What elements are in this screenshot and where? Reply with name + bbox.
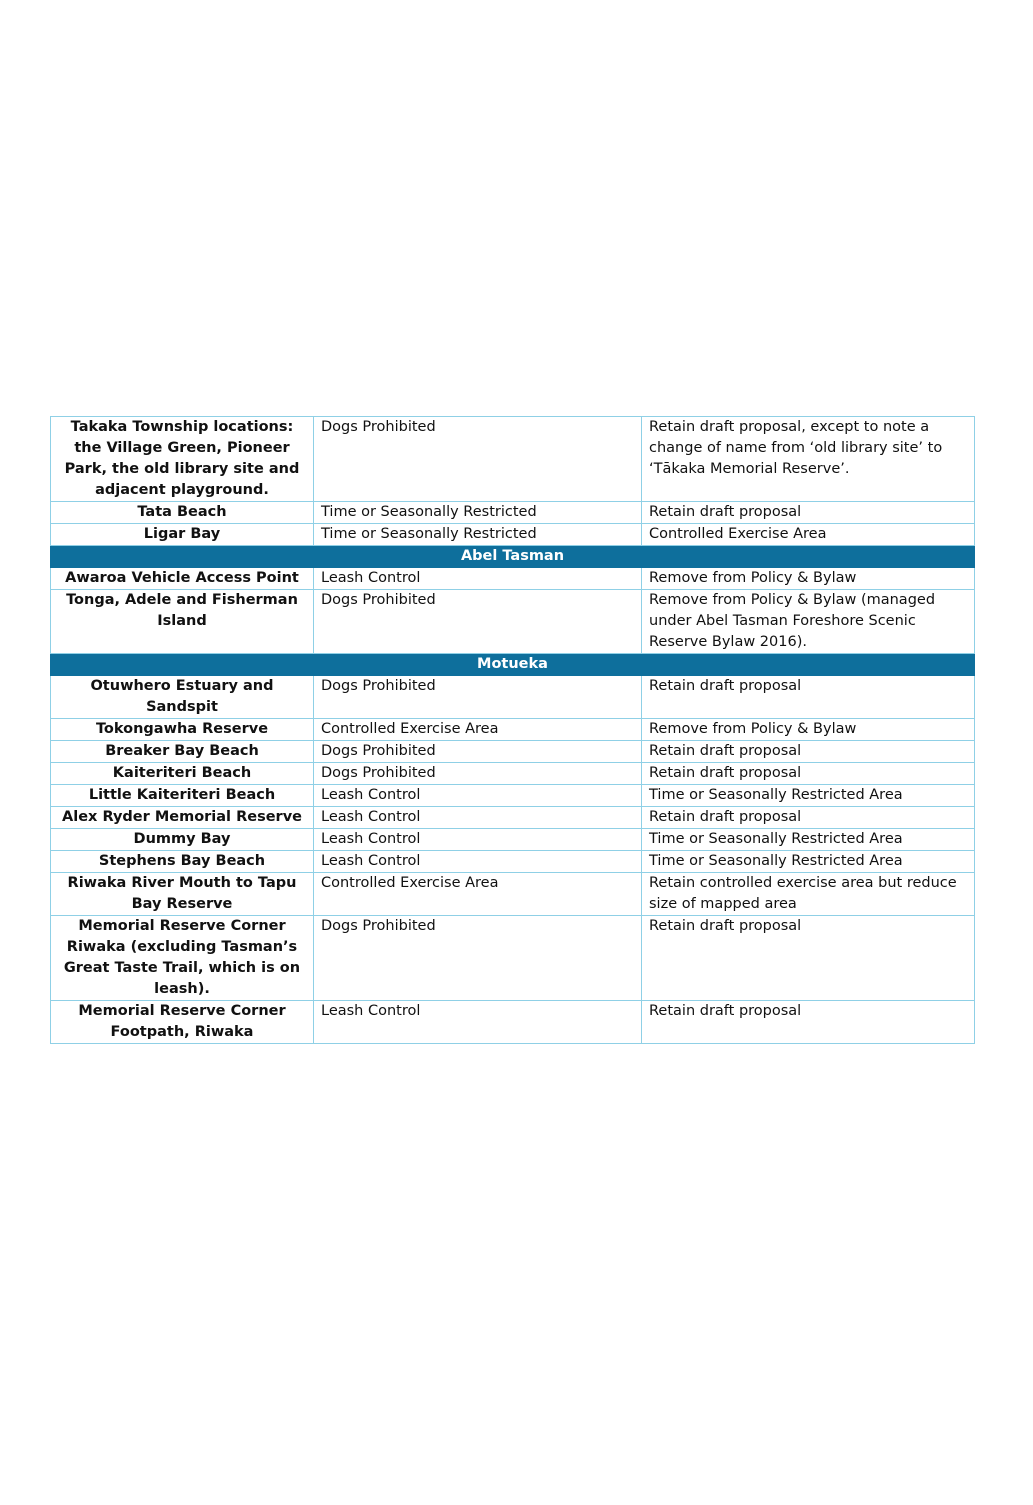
location-cell: Memorial Reserve Corner Footpath, Riwaka xyxy=(51,1001,314,1044)
decision-cell: Retain draft proposal xyxy=(642,807,975,829)
decision-cell: Remove from Policy & Bylaw (managed under Abel Tasman Foreshore Scenic Reserve Bylaw 2016). xyxy=(642,590,975,654)
draft-cell: Leash Control xyxy=(314,1001,642,1044)
dog-control-table-container xyxy=(50,416,974,1044)
dog-control-table xyxy=(50,416,975,1044)
table-row xyxy=(51,524,975,546)
table-row xyxy=(51,568,975,590)
table-row xyxy=(51,502,975,524)
decision-cell: Time or Seasonally Restricted Area xyxy=(642,851,975,873)
location-cell: Memorial Reserve Corner Riwaka (excluding Tasman’s Great Taste Trail, which is on leash). xyxy=(51,916,314,1001)
draft-cell: Dogs Prohibited xyxy=(314,590,642,654)
table-row xyxy=(51,590,975,654)
location-cell: Tonga, Adele and Fisherman Island xyxy=(51,590,314,654)
table-row xyxy=(51,851,975,873)
table-row xyxy=(51,785,975,807)
table-row xyxy=(51,1001,975,1044)
location-cell: Otuwhero Estuary and Sandspit xyxy=(51,676,314,719)
draft-cell: Time or Seasonally Restricted xyxy=(314,502,642,524)
draft-cell: Leash Control xyxy=(314,829,642,851)
table-row xyxy=(51,807,975,829)
section-header-row xyxy=(51,546,975,568)
decision-cell: Retain draft proposal xyxy=(642,502,975,524)
section-header-row xyxy=(51,654,975,676)
draft-cell: Dogs Prohibited xyxy=(314,676,642,719)
decision-cell: Retain draft proposal xyxy=(642,1001,975,1044)
decision-cell: Time or Seasonally Restricted Area xyxy=(642,785,975,807)
decision-cell: Remove from Policy & Bylaw xyxy=(642,568,975,590)
draft-cell: Leash Control xyxy=(314,851,642,873)
location-cell: Ligar Bay xyxy=(51,524,314,546)
table-row xyxy=(51,417,975,502)
draft-cell: Leash Control xyxy=(314,785,642,807)
decision-cell: Retain draft proposal, except to note a change of name from ‘old library site’ to ‘Tākaka Memorial Reserve’. xyxy=(642,417,975,502)
table-row xyxy=(51,873,975,916)
location-cell: Tata Beach xyxy=(51,502,314,524)
draft-cell: Dogs Prohibited xyxy=(314,417,642,502)
table-row xyxy=(51,829,975,851)
draft-cell: Time or Seasonally Restricted xyxy=(314,524,642,546)
table-row xyxy=(51,763,975,785)
decision-cell: Remove from Policy & Bylaw xyxy=(642,719,975,741)
draft-cell: Controlled Exercise Area xyxy=(314,719,642,741)
table-row xyxy=(51,676,975,719)
decision-cell: Retain draft proposal xyxy=(642,763,975,785)
draft-cell: Leash Control xyxy=(314,807,642,829)
table-body xyxy=(51,417,975,1044)
draft-cell: Dogs Prohibited xyxy=(314,916,642,1001)
location-cell: Little Kaiteriteri Beach xyxy=(51,785,314,807)
draft-cell: Dogs Prohibited xyxy=(314,763,642,785)
decision-cell: Retain draft proposal xyxy=(642,676,975,719)
section-heading: Motueka xyxy=(51,654,975,676)
location-cell: Awaroa Vehicle Access Point xyxy=(51,568,314,590)
location-cell: Stephens Bay Beach xyxy=(51,851,314,873)
location-cell: Tokongawha Reserve xyxy=(51,719,314,741)
location-cell: Dummy Bay xyxy=(51,829,314,851)
location-cell: Takaka Township locations: the Village Green, Pioneer Park, the old library site and adjacent playground. xyxy=(51,417,314,502)
table-row xyxy=(51,741,975,763)
draft-cell: Dogs Prohibited xyxy=(314,741,642,763)
location-cell: Alex Ryder Memorial Reserve xyxy=(51,807,314,829)
draft-cell: Controlled Exercise Area xyxy=(314,873,642,916)
table-row xyxy=(51,916,975,1001)
location-cell: Kaiteriteri Beach xyxy=(51,763,314,785)
decision-cell: Retain draft proposal xyxy=(642,741,975,763)
decision-cell: Time or Seasonally Restricted Area xyxy=(642,829,975,851)
decision-cell: Controlled Exercise Area xyxy=(642,524,975,546)
draft-cell: Leash Control xyxy=(314,568,642,590)
section-heading: Abel Tasman xyxy=(51,546,975,568)
decision-cell: Retain draft proposal xyxy=(642,916,975,1001)
table-row xyxy=(51,719,975,741)
location-cell: Riwaka River Mouth to Tapu Bay Reserve xyxy=(51,873,314,916)
decision-cell: Retain controlled exercise area but reduce size of mapped area xyxy=(642,873,975,916)
location-cell: Breaker Bay Beach xyxy=(51,741,314,763)
